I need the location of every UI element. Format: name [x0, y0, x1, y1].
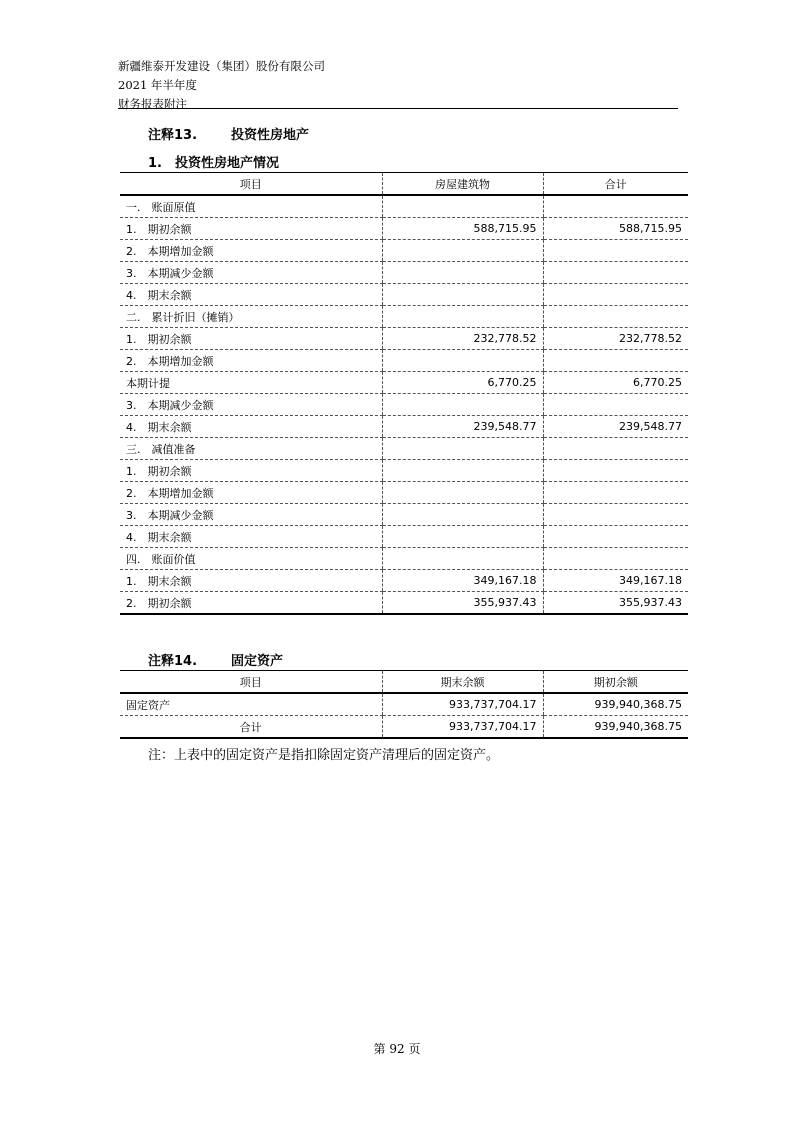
row-value-begin: 939,940,368.75: [543, 693, 688, 716]
row-value-building: 588,715.95: [382, 218, 543, 240]
row-label: 3. 本期减少金额: [120, 262, 382, 284]
row-label: 2. 本期增加金额: [120, 240, 382, 262]
column-header-item: 项目: [120, 173, 382, 196]
row-label: 四. 账面价值: [120, 548, 382, 570]
table-row: [120, 240, 688, 262]
table-row: [120, 350, 688, 372]
company-name: 新疆维泰开发建设（集团）股份有限公司: [118, 59, 325, 73]
row-value-total: 6,770.25: [543, 372, 688, 394]
row-value-building: 239,548.77: [382, 416, 543, 438]
table-row: [120, 262, 688, 284]
row-value-total: [543, 504, 688, 526]
table-row: [120, 548, 688, 570]
row-value-building: [382, 394, 543, 416]
table-row: [120, 570, 688, 592]
table-row: [120, 306, 688, 328]
row-value-total: [543, 460, 688, 482]
row-value-total: 232,778.52: [543, 328, 688, 350]
column-header-begin-balance: 期初余额: [543, 671, 688, 694]
table-row: [120, 592, 688, 615]
row-label: 2. 期初余额: [120, 592, 382, 615]
table-row: [120, 328, 688, 350]
table-row: [120, 394, 688, 416]
row-label: 4. 期末余额: [120, 526, 382, 548]
table-row: [120, 218, 688, 240]
note13-subheading: 1. 投资性房地产情况: [148, 156, 279, 171]
row-value-building: [382, 195, 543, 218]
table-row: [120, 372, 688, 394]
row-value-total: 349,167.18: [543, 570, 688, 592]
row-label: 4. 期末余额: [120, 284, 382, 306]
row-value-building: [382, 240, 543, 262]
row-value-building: [382, 460, 543, 482]
row-value-end: 933,737,704.17: [382, 693, 543, 716]
row-value-begin: 939,940,368.75: [543, 716, 688, 739]
row-value-building: [382, 262, 543, 284]
row-value-total: [543, 195, 688, 218]
row-label: 本期计提: [120, 372, 382, 394]
header-divider: [118, 108, 678, 109]
row-value-building: 232,778.52: [382, 328, 543, 350]
row-label: 1. 期初余额: [120, 460, 382, 482]
note14-number: 注释14.: [148, 654, 198, 669]
row-value-end: 933,737,704.17: [382, 716, 543, 739]
table-row: [120, 416, 688, 438]
row-value-building: 355,937.43: [382, 592, 543, 615]
table-row: [120, 504, 688, 526]
column-header-building: 房屋建筑物: [382, 173, 543, 196]
row-value-total: [543, 438, 688, 460]
row-value-building: 6,770.25: [382, 372, 543, 394]
row-value-building: 349,167.18: [382, 570, 543, 592]
table-row: [120, 716, 688, 739]
row-value-total: [543, 240, 688, 262]
row-value-total: [543, 284, 688, 306]
table-row: [120, 195, 688, 218]
row-value-building: [382, 504, 543, 526]
column-header-end-balance: 期末余额: [382, 671, 543, 694]
row-value-building: [382, 526, 543, 548]
column-header-item: 项目: [120, 671, 382, 694]
table-header-row: [120, 671, 688, 694]
row-label: 1. 期初余额: [120, 218, 382, 240]
row-value-total: 239,548.77: [543, 416, 688, 438]
row-label: 一. 账面原值: [120, 195, 382, 218]
fixed-assets-footnote: 注：上表中的固定资产是指扣除固定资产清理后的固定资产。: [148, 748, 500, 763]
note13-heading: [148, 124, 309, 143]
document-type: 财务报表附注: [118, 97, 187, 111]
page-number: 第 92 页: [373, 1042, 421, 1056]
row-value-building: [382, 548, 543, 570]
row-value-building: [382, 306, 543, 328]
row-value-total: [543, 306, 688, 328]
table-row: [120, 460, 688, 482]
page-header: [118, 57, 678, 114]
row-value-total: [543, 262, 688, 284]
row-value-total: 355,937.43: [543, 592, 688, 615]
table-header-row: [120, 173, 688, 196]
row-label: 3. 本期减少金额: [120, 394, 382, 416]
table-row: [120, 526, 688, 548]
report-period: 2021 年半年度: [118, 78, 197, 92]
row-value-building: [382, 284, 543, 306]
row-value-total: [543, 482, 688, 504]
row-value-total: [543, 548, 688, 570]
row-value-total: 588,715.95: [543, 218, 688, 240]
note13-title: 投资性房地产: [231, 128, 310, 143]
fixed-assets-table: [120, 670, 688, 739]
row-value-total: [543, 350, 688, 372]
row-value-building: [382, 438, 543, 460]
row-label: 2. 本期增加金额: [120, 482, 382, 504]
row-label: 4. 期末余额: [120, 416, 382, 438]
row-value-building: [382, 482, 543, 504]
note14-title: 固定资产: [231, 654, 284, 669]
row-label: 3. 本期减少金额: [120, 504, 382, 526]
note13-number: 注释13.: [148, 128, 198, 143]
table-row: [120, 284, 688, 306]
row-label: 1. 期初余额: [120, 328, 382, 350]
row-label: 合计: [120, 716, 382, 739]
row-label: 1. 期末余额: [120, 570, 382, 592]
row-label: 2. 本期增加金额: [120, 350, 382, 372]
investment-property-table: [120, 172, 688, 615]
row-value-building: [382, 350, 543, 372]
note14-heading: [148, 650, 283, 669]
row-value-total: [543, 526, 688, 548]
row-value-total: [543, 394, 688, 416]
table-row: [120, 482, 688, 504]
row-label: 二. 累计折旧（摊销）: [120, 306, 382, 328]
row-label: 固定资产: [120, 693, 382, 716]
row-label: 三. 减值准备: [120, 438, 382, 460]
table-row: [120, 693, 688, 716]
column-header-total: 合计: [543, 173, 688, 196]
table-row: [120, 438, 688, 460]
